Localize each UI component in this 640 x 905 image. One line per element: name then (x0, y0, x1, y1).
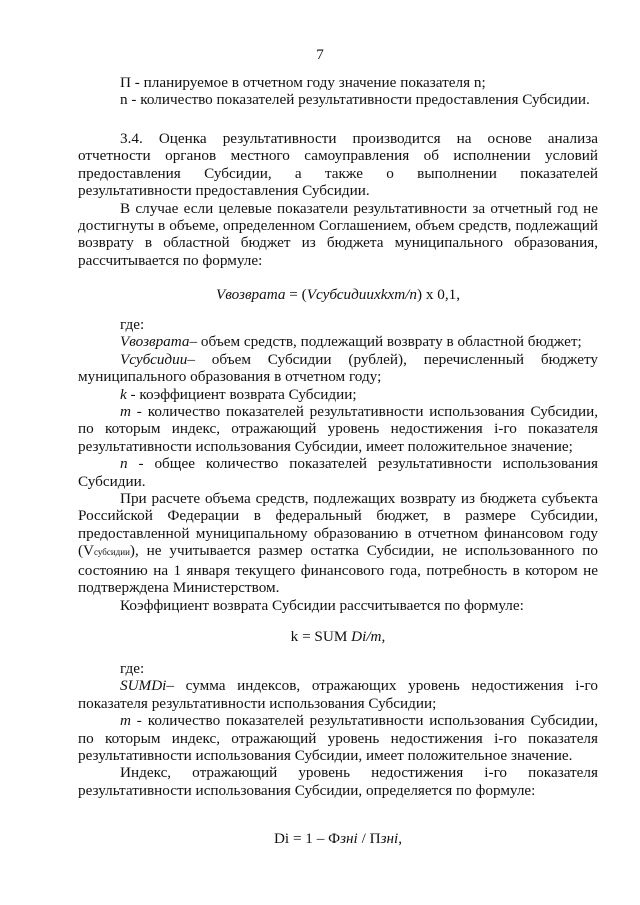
formula2-rest: , (381, 628, 386, 645)
def-sumdi-text: – сумма индексов, отражающих уровень недостижения i-го показателя результативности использования Субсидии; (78, 677, 598, 712)
paragraph-federal (78, 490, 598, 596)
section-3-4-block (78, 130, 598, 269)
def-m-2-text: - количество показателей результативности использования Субсидии, по которым индекс, отражающий уровень недостижения i-го показателя результативности использования Субсидии, имеет положительное значение. (78, 712, 598, 765)
federal-subscript: субсидии (94, 547, 130, 558)
formula1-rest: ) x 0,1, (417, 286, 461, 303)
where-label: где: (120, 316, 145, 333)
def-k-text: - коэффициент возврата Субсидии; (126, 385, 357, 403)
formula2-term: Di/m (351, 628, 382, 645)
definition-p: П - планируемое в отчетном году значение показателя n; (120, 74, 486, 91)
formula1-lhs: Vвозврата (215, 286, 286, 303)
def-m-sym: m (120, 403, 131, 421)
federal-part1: При расчете объема средств, подлежащих возврату из бюджета субъекта Российской Федерации в федеральный бюджет, в размере Субсидии, предоставленной муниципальному образованию в отчетном финансовом году (V (78, 490, 598, 560)
def-v-subsidy (78, 351, 598, 386)
formula-coef (78, 628, 598, 645)
def-sumdi-sym: SUMDi (120, 677, 167, 695)
formula3-mid: / П (357, 830, 381, 847)
def-k-sym: k (120, 385, 127, 403)
coef-intro: Коэффициент возврата Субсидии рассчитывается по формуле: (120, 596, 524, 614)
formula3-t2: зні (380, 830, 399, 847)
formula-index (78, 830, 598, 847)
paragraph-return: В случае если целевые показатели результативности за отчетный год не достигнуты в объеме, определенном Соглашением, объем средств, подлежащий возврату в областной бюджет из бюджета муниципального образования, рассчитывается по формуле: (78, 199, 598, 269)
formula-return (78, 286, 598, 303)
formula3-rest: , (398, 830, 403, 847)
definition-n: n - количество показателей результативности предоставления Субсидии. (120, 91, 590, 109)
where-label-2: где: (120, 660, 145, 677)
formula2-lhs: k = SUM (290, 628, 352, 645)
def-k (78, 386, 598, 403)
formula1-eq: = ( (285, 286, 307, 303)
formula3-t1: зні (340, 830, 358, 847)
def-v-subsidy-text: – объем Субсидии (рублей), перечисленный бюджету муниципального образования в отчетном году; (78, 350, 598, 386)
def-v-return (78, 333, 598, 350)
formula3-lhs: Di = 1 – Ф (273, 830, 341, 847)
def-v-subsidy-sym: Vсубсидии (120, 350, 188, 368)
definitions-top (78, 74, 598, 109)
def-v-return-sym: Vвозврата (120, 333, 190, 351)
def-n-sym: n (120, 455, 128, 473)
def-v-return-text: – объем средств, подлежащий возврату в областной бюджет; (189, 333, 582, 351)
page-number: 7 (316, 46, 324, 63)
federal-part2: ), не учитывается размер остатка Субсидии, не использованного по состоянию на 1 января текущего финансового года, потребность в котором не подтверждена Министерством. (78, 542, 598, 597)
index-intro: Индекс, отражающий уровень недостижения i-го показателя результативности использования Субсидии, определяется по формуле: (78, 764, 598, 799)
section-3-4: 3.4. Оценка результативности производится на основе анализа отчетности органов местного самоуправления об исполнении условий предоставления Субсидии, а также о выполнении показателей результативности предоставления Субсидии. (78, 130, 598, 200)
def-m-2 (78, 712, 598, 764)
def-sumdi (78, 677, 598, 712)
def-m-text: - количество показателей результативности использования Субсидии, по которым индекс, отражающий уровень недостижения i-го показателя результативности использования Субсидии, имеет положительное значение; (78, 403, 598, 455)
definitions-2 (78, 660, 598, 799)
def-m (78, 403, 598, 455)
def-n-text: - общее количество показателей результативности использования Субсидии. (78, 455, 598, 490)
definitions-1 (78, 316, 598, 614)
def-m-2-sym: m (120, 712, 131, 730)
formula1-term: Vсубсидииxkxm/n (306, 286, 417, 303)
def-n (78, 455, 598, 490)
